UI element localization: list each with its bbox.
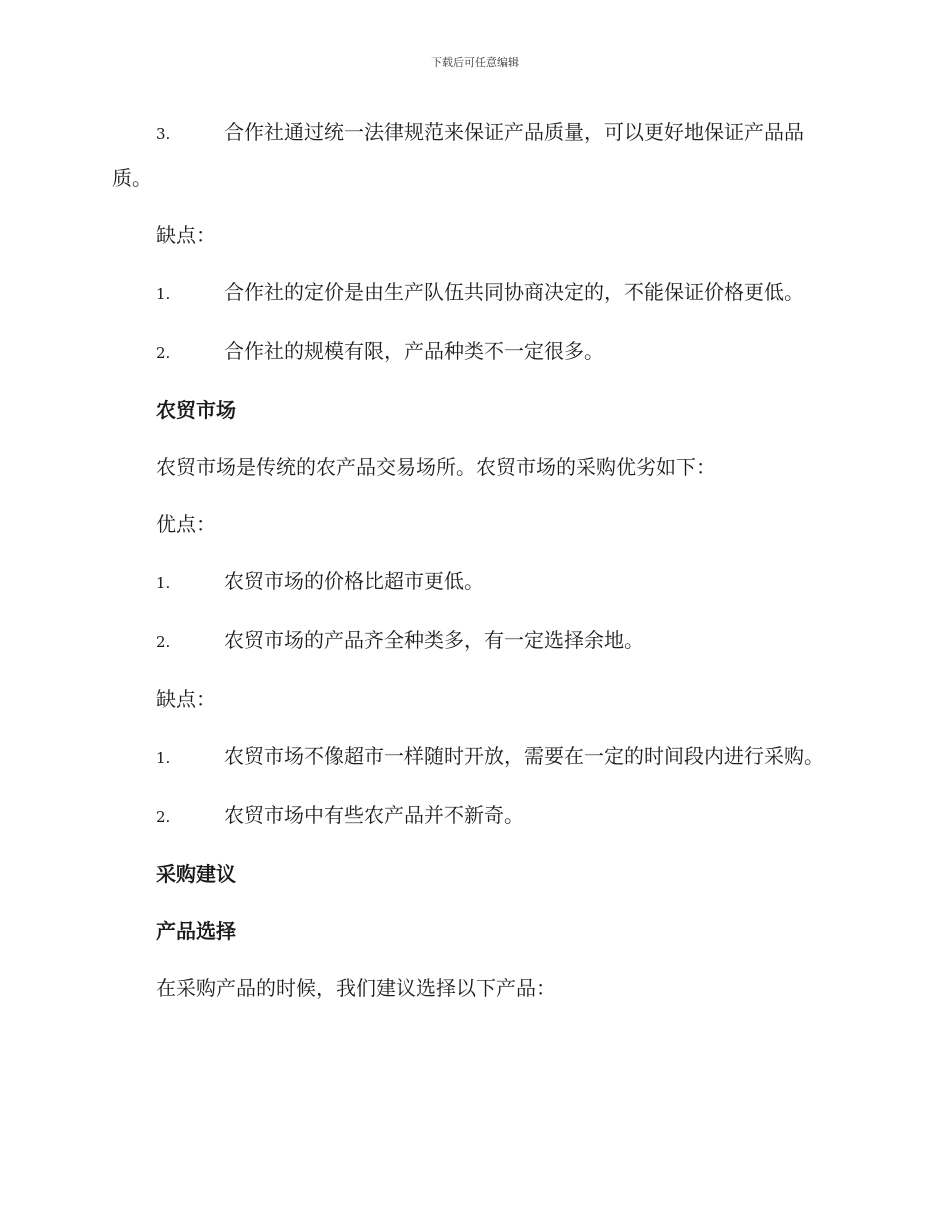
list-text: 农贸市场的价格比超市更低。 — [224, 569, 484, 593]
list-item — [112, 734, 836, 780]
list-text: 合作社通过统一法律规范来保证产品质量，可以更好地保证产品品质。 — [112, 120, 804, 190]
paragraph: 缺点： — [156, 687, 216, 711]
list-text: 农贸市场不像超市一样随时开放，需要在一定的时间段内进行采购。 — [224, 744, 824, 768]
list-text: 农贸市场中有些农产品并不新奇。 — [224, 803, 524, 827]
list-item — [112, 270, 836, 316]
list-number: 2. — [156, 633, 171, 651]
list-number: 1. — [156, 749, 171, 767]
subsection-heading: 产品选择 — [156, 919, 236, 943]
paragraph: 在采购产品的时候，我们建议选择以下产品： — [156, 976, 556, 1000]
list-text: 合作社的规模有限，产品种类不一定很多。 — [224, 339, 604, 363]
list-item — [112, 618, 836, 664]
list-number: 3. — [156, 125, 171, 143]
paragraph: 缺点： — [156, 223, 216, 247]
list-item — [112, 559, 836, 605]
list-number: 2. — [156, 344, 171, 362]
list-text: 农贸市场的产品齐全种类多，有一定选择余地。 — [224, 628, 644, 652]
document-body — [112, 110, 836, 1023]
list-number: 1. — [156, 285, 171, 303]
list-item — [112, 110, 836, 200]
list-text: 合作社的定价是由生产队伍共同协商决定的，不能保证价格更低。 — [224, 280, 804, 304]
section-heading: 采购建议 — [156, 862, 236, 886]
section-heading: 农贸市场 — [156, 398, 236, 422]
list-number: 1. — [156, 574, 171, 592]
paragraph: 优点： — [156, 512, 216, 536]
page-header: 下载后可任意编辑 — [431, 56, 519, 69]
list-item — [112, 329, 836, 375]
paragraph: 农贸市场是传统的农产品交易场所。农贸市场的采购优劣如下： — [156, 455, 716, 479]
list-number: 2. — [156, 808, 171, 826]
list-item — [112, 793, 836, 839]
